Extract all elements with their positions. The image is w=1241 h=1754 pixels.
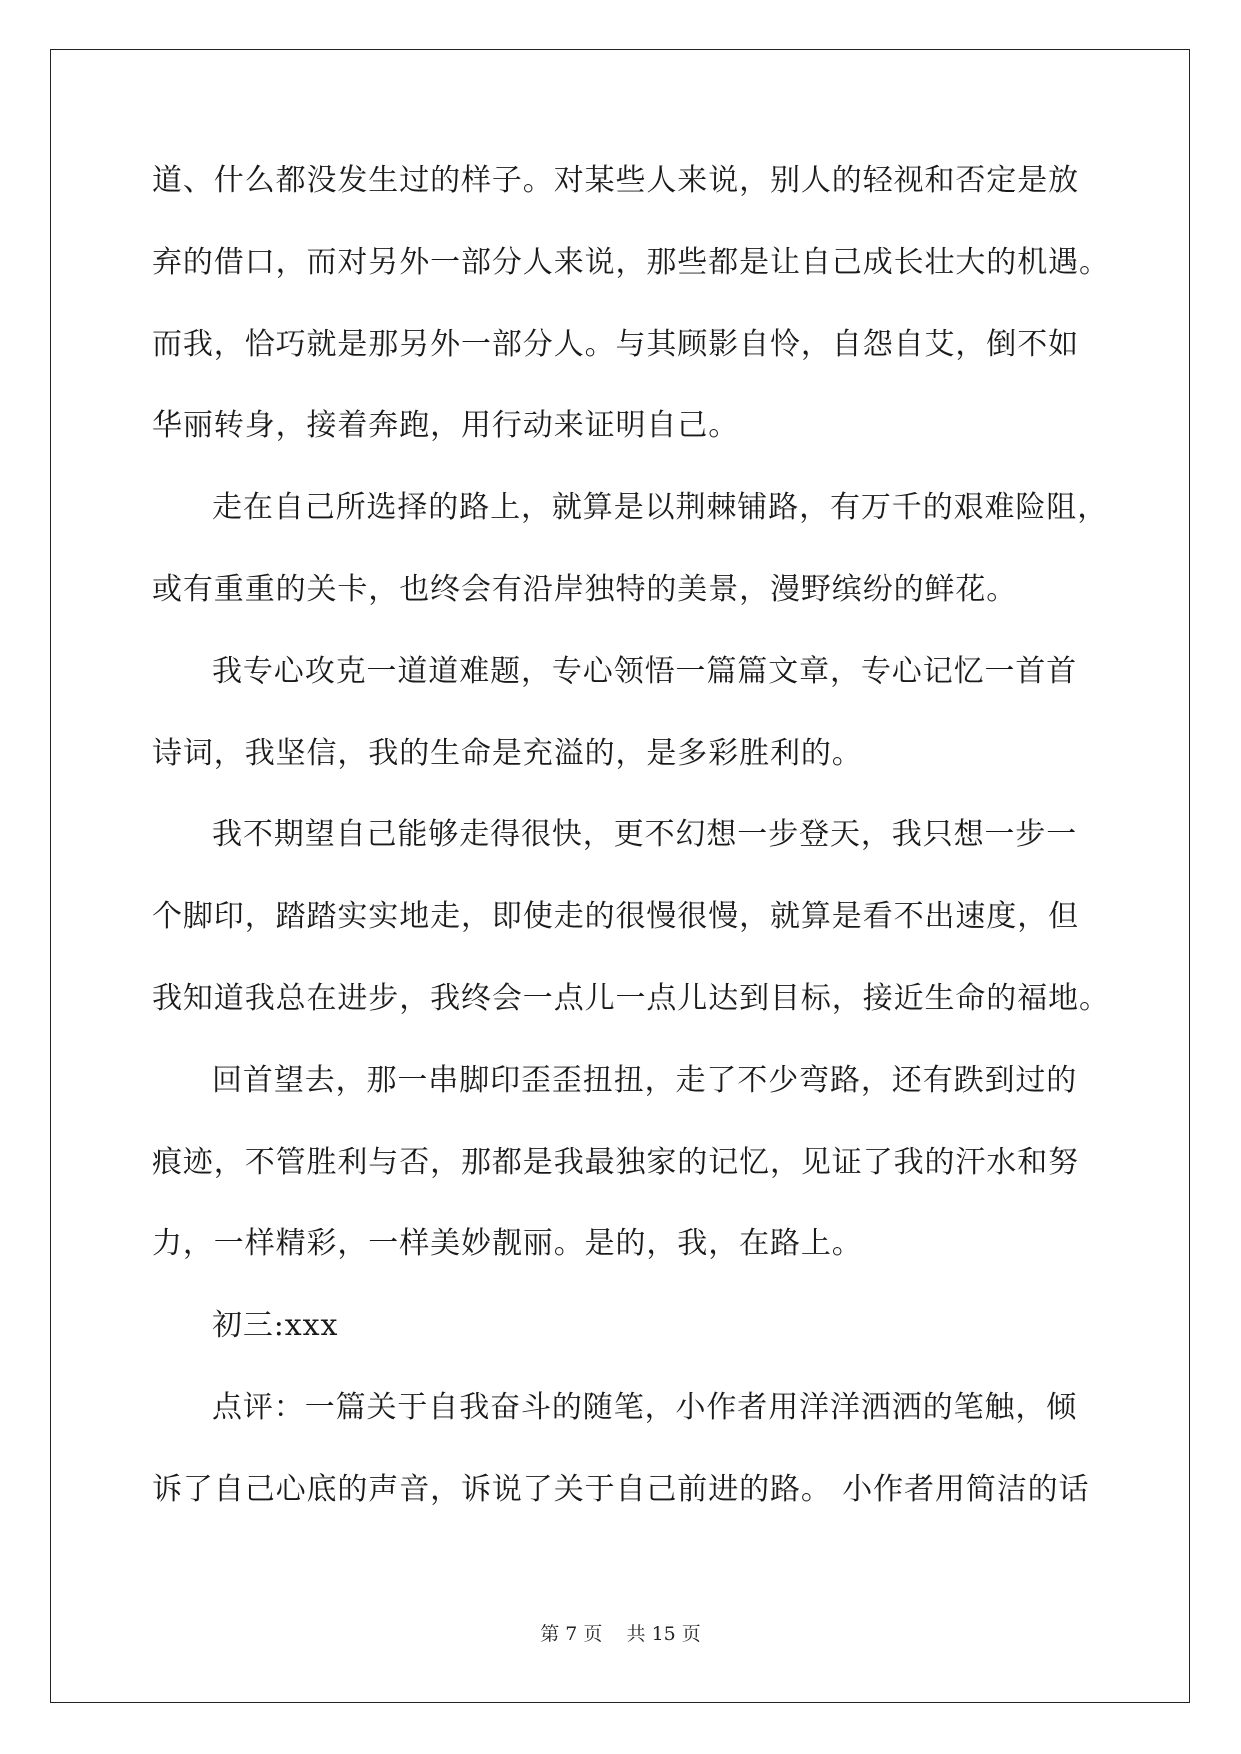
text-line: 我知道我总在进步，我终会一点儿一点儿达到目标，接近生命的福地。 <box>152 980 1110 1016</box>
comment-first-line: 点评：一篇关于自我奋斗的随笔，小作者用洋洋洒洒的笔触，倾 <box>212 1389 1078 1425</box>
text-line: 或有重重的关卡，也终会有沿岸独特的美景，漫野缤纷的鲜花。 <box>152 571 1018 607</box>
paragraph-first-line: 我专心攻克一道道难题，专心领悟一篇篇文章，专心记忆一首首 <box>212 653 1078 689</box>
text-line: 痕迹，不管胜利与否，那都是我最独家的记忆，见证了我的汗水和努 <box>152 1144 1079 1180</box>
page-number-footer: 第 7 页 共 15 页 <box>540 1623 701 1645</box>
document-body <box>152 161 1110 1552</box>
text-line: 诉了自己心底的声音，诉说了关于自己前进的路。 小作者用简洁的话 <box>152 1471 1090 1507</box>
paragraph-first-line: 回首望去，那一串脚印歪歪扭扭，走了不少弯路，还有跌到过的 <box>212 1062 1078 1098</box>
text-line: 力，一样精彩，一样美妙靓丽。是的，我，在路上。 <box>152 1226 863 1262</box>
paragraph-first-line: 走在自己所选择的路上，就算是以荆棘铺路，有万千的艰难险阻， <box>212 490 1109 526</box>
text-line: 个脚印，踏踏实实地走，即使走的很慢很慢，就算是看不出速度，但 <box>152 899 1079 935</box>
text-line: 弃的借口，而对另外一部分人来说，那些都是让自己成长壮大的机遇。 <box>152 244 1110 280</box>
text-line: 诗词，我坚信，我的生命是充溢的，是多彩胜利的。 <box>152 735 863 771</box>
text-line: 而我，恰巧就是那另外一部分人。与其顾影自怜，自怨自艾，倒不如 <box>152 326 1079 362</box>
author-line: 初三:xxx <box>212 1308 339 1344</box>
text-line: 道、什么都没发生过的样子。对某些人来说，别人的轻视和否定是放 <box>152 163 1079 198</box>
text-line: 华丽转身，接着奔跑，用行动来证明自己。 <box>152 408 740 444</box>
paragraph-first-line: 我不期望自己能够走得很快，更不幻想一步登天，我只想一步一 <box>212 817 1078 853</box>
